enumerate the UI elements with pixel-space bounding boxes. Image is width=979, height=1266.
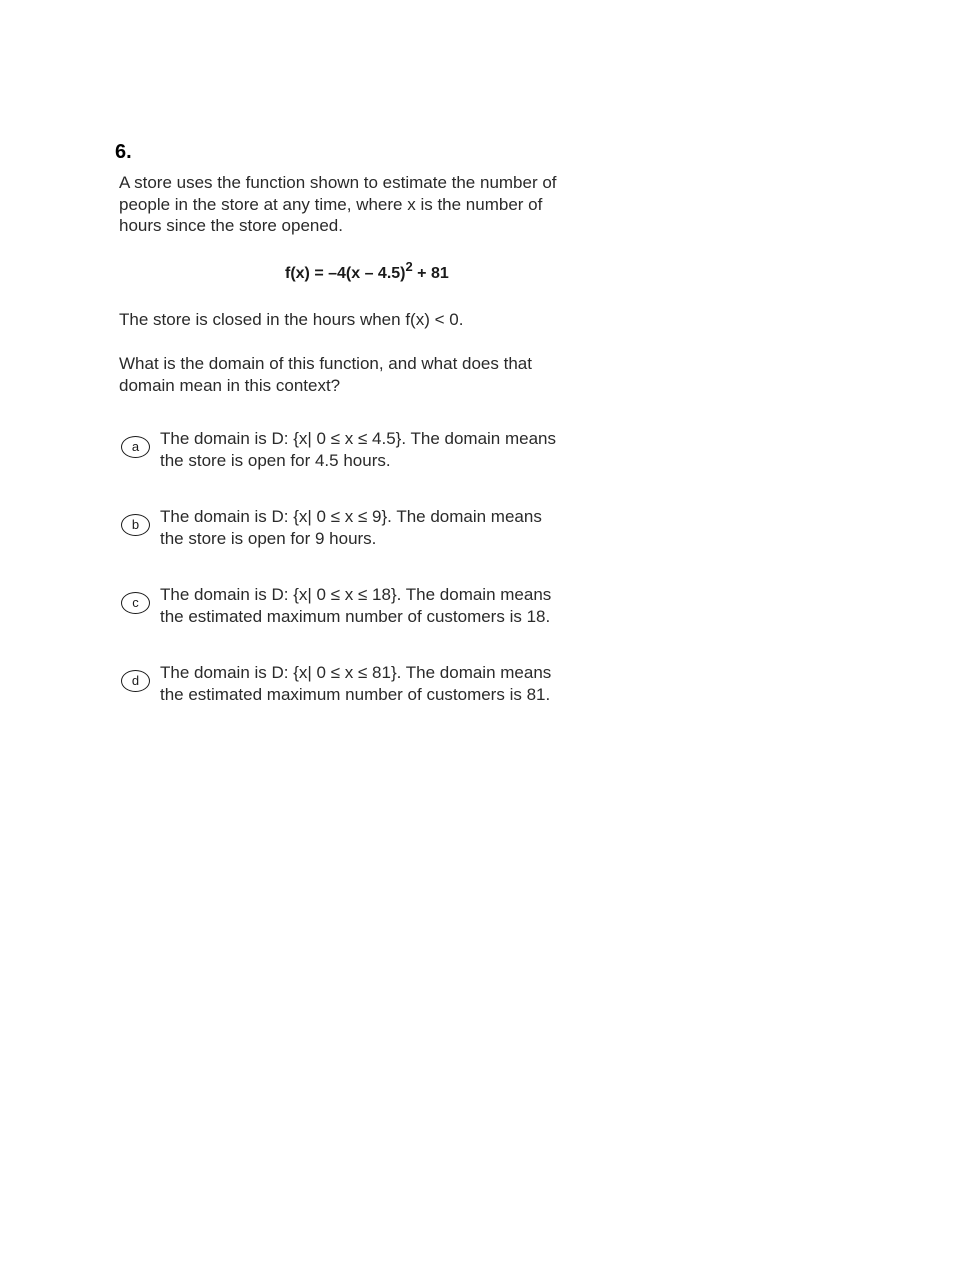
choice-bubble-a[interactable]: a <box>121 436 150 458</box>
prompt-line-1: What is the domain of this function, and what does that <box>119 354 532 373</box>
choice-text-a <box>160 428 556 471</box>
choice-c-line-2: the estimated maximum number of customers is 18. <box>160 606 551 626</box>
formula-rhs: + 81 <box>412 265 449 282</box>
answer-choice-a[interactable] <box>121 428 661 474</box>
question-number: 6. <box>115 141 132 163</box>
choice-b-line-1: The domain is D: {x| 0 ≤ x ≤ 9}. The domain means <box>160 507 542 526</box>
prompt-line-2: domain mean in this context? <box>119 375 341 395</box>
choice-bubble-c[interactable]: c <box>121 592 150 614</box>
stem-line-1: A store uses the function shown to estimate the number of <box>119 173 557 192</box>
choice-b-line-2: the store is open for 9 hours. <box>160 528 377 548</box>
choice-c-line-1: The domain is D: {x| 0 ≤ x ≤ 18}. The domain means <box>160 585 552 604</box>
choice-a-line-2: the store is open for 4.5 hours. <box>160 450 391 470</box>
function-formula <box>285 258 449 285</box>
choice-a-line-1: The domain is D: {x| 0 ≤ x ≤ 4.5}. The domain means <box>160 429 557 448</box>
closed-condition: The store is closed in the hours when f(x) < 0. <box>119 310 464 329</box>
answer-choice-b[interactable] <box>121 506 661 552</box>
stem-line-2: people in the store at any time, where x is the number of <box>119 194 543 214</box>
answer-choice-d[interactable] <box>121 662 661 708</box>
choice-text-b <box>160 506 542 549</box>
question-prompt <box>119 353 532 396</box>
choice-d-line-1: The domain is D: {x| 0 ≤ x ≤ 81}. The domain means <box>160 663 552 682</box>
choice-bubble-b[interactable]: b <box>121 514 150 536</box>
choice-bubble-d[interactable]: d <box>121 670 150 692</box>
answer-choice-c[interactable] <box>121 584 661 630</box>
question-stem <box>119 172 557 237</box>
choice-d-line-2: the estimated maximum number of customers is 81. <box>160 684 551 704</box>
stem-line-3: hours since the store opened. <box>119 216 343 235</box>
formula-exponent: 2 <box>405 258 413 274</box>
formula-lhs: f(x) = –4(x – 4.5) <box>285 265 406 282</box>
choice-text-d <box>160 662 551 705</box>
choice-text-c <box>160 584 551 627</box>
